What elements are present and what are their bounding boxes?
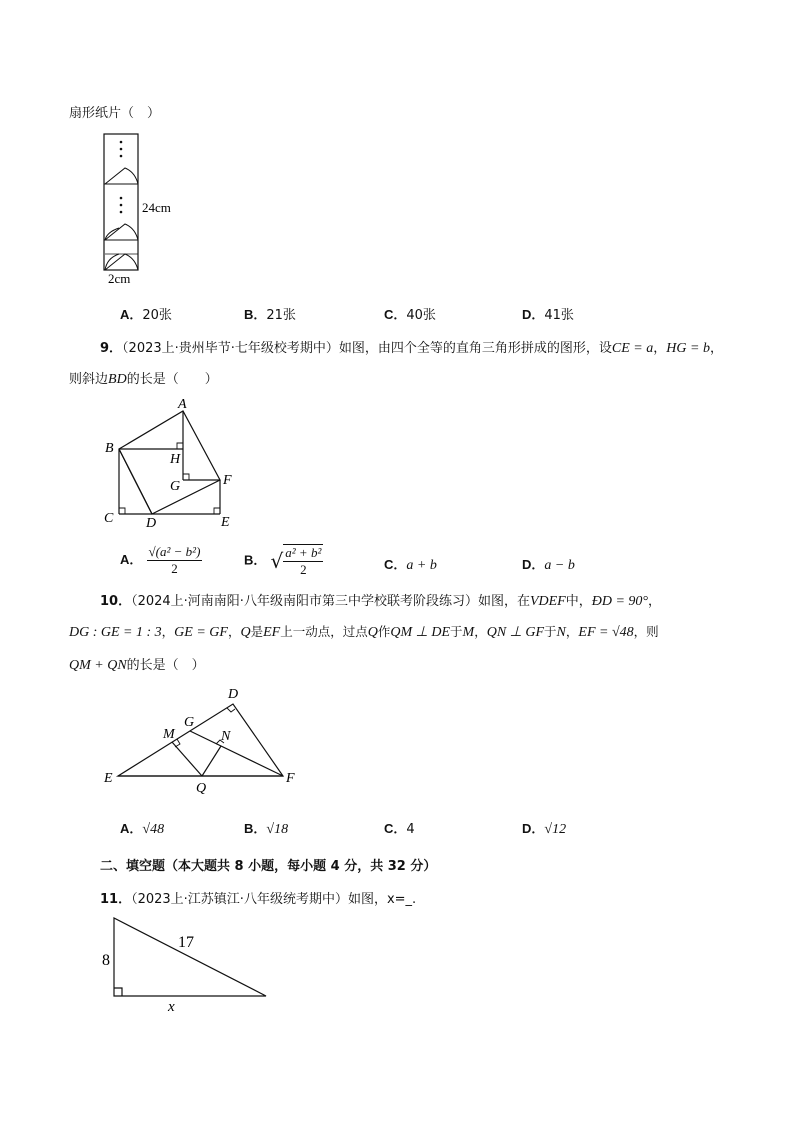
q10-option-a[interactable]: A．√48	[120, 821, 165, 837]
q11-source: （2023上·江苏镇江·八年级统考期中）	[131, 892, 348, 907]
q9-number: 9．	[100, 341, 123, 356]
q10-stem-line1: 10．（2024上·河南南阳·八年级南阳市第三中学校联考阶段练习）如图，在VDEF中，ÐD = 90°，	[100, 594, 662, 609]
q11-number: 11．	[100, 892, 132, 907]
q9-point-d: D	[146, 516, 157, 531]
q11-label-17: 17	[178, 934, 194, 951]
q9-point-a: A	[178, 397, 187, 412]
q9-stem-line2: 则斜边BD的长是（ ）	[69, 372, 218, 387]
q9-point-e: E	[221, 515, 230, 530]
q10-source: （2024上·河南南阳·八年级南阳市第三中学校联考阶段练习）	[131, 594, 478, 609]
q10-point-m: M	[163, 727, 175, 742]
q9-option-b[interactable]: B． √ $\frac{\text{a² + b²}}{2}$	[244, 545, 322, 577]
q10-figure	[100, 682, 330, 802]
q9-option-a[interactable]: A． $\frac{\text{√(a² − b²)}}{2}$	[120, 544, 201, 576]
q10-point-e: E	[104, 771, 113, 786]
q10-point-q: Q	[196, 781, 207, 796]
q11-label-x: x	[168, 999, 175, 1015]
q10-number: 10．	[100, 594, 132, 609]
q9-point-c: C	[104, 511, 114, 526]
q8-paper-strip-figure	[95, 128, 195, 288]
q9-option-d[interactable]: D．a − b	[522, 557, 575, 573]
q9-option-c[interactable]: C．a + b	[384, 557, 437, 573]
q8-option-d[interactable]: D．41张	[522, 307, 574, 323]
q10-point-f: F	[286, 771, 295, 786]
q8-option-b[interactable]: B．21张	[244, 307, 296, 323]
q10-stem-line3: QM + QN的长是（ ）	[69, 658, 205, 673]
q9-point-h: H	[170, 452, 181, 467]
q9-point-g: G	[170, 479, 181, 494]
q8-option-c[interactable]: C．40张	[384, 307, 436, 323]
q10-option-d[interactable]: D．√12	[522, 821, 567, 837]
q9-stem-line1: 9．（2023上·贵州毕节·七年级校考期中）如图，由四个全等的直角三角形拼成的图形，设CE = a，HG = b，	[100, 341, 723, 356]
q9-source: （2023上·贵州毕节·七年级校考期中）	[122, 341, 339, 356]
q8-option-a[interactable]: A．20张	[120, 307, 172, 323]
q8-stem-tail: 扇形纸片（ ）	[69, 106, 161, 121]
q9-point-f: F	[223, 473, 232, 488]
q10-option-c[interactable]: C．4	[384, 821, 415, 837]
q10-point-n: N	[221, 729, 231, 744]
q8-label-2cm: 2cm	[108, 271, 131, 286]
q10-option-b[interactable]: B．√18	[244, 821, 289, 837]
q9-figure	[100, 394, 250, 534]
q11-stem: 11．（2023上·江苏镇江·八年级统考期中）如图，x=_.	[100, 892, 417, 907]
q9-point-b: B	[105, 441, 114, 456]
q10-point-d: D	[228, 687, 239, 702]
q8-label-24cm: 24cm	[142, 200, 171, 215]
q10-stem-line2: DG : GE = 1 : 3，GE = GF，Q是EF上一动点，过点Q作QM ⊥ DE于M，QN ⊥ GF于N，EF = √48，则	[69, 624, 659, 640]
q10-point-g: G	[184, 715, 195, 730]
q11-figure	[100, 912, 280, 1017]
section2-heading: 二、填空题（本大题共 8 小题，每小题 4 分，共 32 分）	[100, 859, 437, 874]
q11-label-8: 8	[102, 952, 110, 969]
